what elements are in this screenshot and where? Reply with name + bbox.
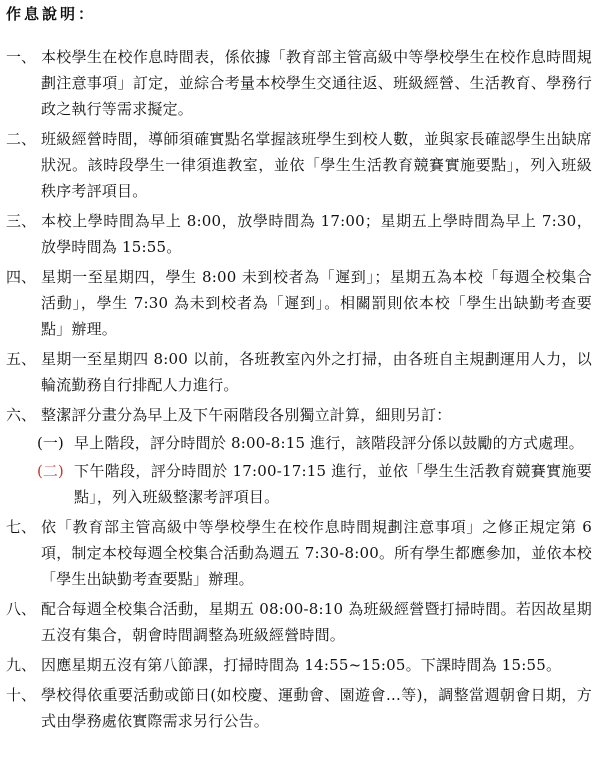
sub-list bbox=[6, 430, 592, 510]
item-text: 整潔評分畫分為早上及下午兩階段各別獨立計算，細則另訂： bbox=[41, 406, 452, 424]
list-item bbox=[6, 514, 592, 592]
list-item bbox=[6, 596, 592, 648]
list-item bbox=[6, 126, 592, 204]
list-item bbox=[6, 652, 592, 678]
item-text: 本校上學時間為早上 8:00，放學時間為 17:00；星期五上學時間為早上 7:30，放學時間為 15:55。 bbox=[41, 212, 592, 256]
sub-list-item bbox=[37, 458, 592, 510]
list-item bbox=[6, 682, 592, 734]
item-number: 十、 bbox=[6, 686, 37, 704]
item-number: 六、 bbox=[6, 406, 37, 424]
list-item bbox=[6, 346, 592, 398]
list-item bbox=[6, 402, 592, 428]
item-number: 五、 bbox=[6, 350, 37, 368]
item-number: 一、 bbox=[6, 48, 37, 66]
item-text: 星期一至星期四，學生 8:00 未到校者為「遲到」；星期五為本校「每週全校集合活動」，學生 7:30 為未到校者為「遲到」。相關罰則依本校「學生出缺勤考查要點」辦理。 bbox=[41, 268, 592, 338]
item-text: 本校學生在校作息時間表，係依據「教育部主管高級中等學校學生在校作息時間規劃注意事項」訂定，並綜合考量本校學生交通往返、班級經營、生活教育、學務行政之執行等需求擬定。 bbox=[41, 48, 592, 118]
list-item bbox=[6, 208, 592, 260]
sub-item-number: (一) bbox=[37, 434, 64, 452]
item-number: 四、 bbox=[6, 268, 37, 286]
sub-item-text: 早上階段，評分時間於 8:00-8:15 進行，該階段評分係以鼓勵的方式處理。 bbox=[74, 434, 584, 452]
sub-item-text: 下午階段，評分時間於 17:00-17:15 進行，並依「學生生活教育競賽實施要點」，列入班級整潔考評項目。 bbox=[74, 462, 592, 506]
item-number: 七、 bbox=[6, 518, 37, 536]
item-number: 九、 bbox=[6, 656, 37, 674]
item-text: 星期一至星期四 8:00 以前，各班教室內外之打掃，由各班自主規劃運用人力，以輪流勤務自行排配人力進行。 bbox=[41, 350, 592, 394]
notes-list bbox=[6, 44, 592, 734]
sub-list-item bbox=[37, 430, 592, 456]
item-text: 學校得依重要活動或節日(如校慶、運動會、園遊會…等)，調整當週朝會日期，方式由學務處依實際需求另行公告。 bbox=[41, 686, 592, 730]
document-title: 作息說明： bbox=[6, 5, 97, 23]
item-text: 依「教育部主管高級中等學校學生在校作息時間規劃注意事項」之修正規定第 6 項，制定本校每週全校集合活動為週五 7:30-8:00。所有學生都應參加，並依本校「學生出缺勤考查要點」辦理。 bbox=[41, 518, 592, 588]
list-item bbox=[6, 264, 592, 342]
item-number: 八、 bbox=[6, 600, 37, 618]
item-number: 三、 bbox=[6, 212, 37, 230]
item-text: 因應星期五沒有第八節課，打掃時間為 14:55~15:05。下課時間為 15:55。 bbox=[41, 656, 562, 674]
sub-item-number: (二) bbox=[37, 462, 64, 480]
item-text: 配合每週全校集合活動，星期五 08:00-8:10 為班級經營暨打掃時間。若因故星期五沒有集合，朝會時間調整為班級經營時間。 bbox=[41, 600, 592, 644]
item-number: 二、 bbox=[6, 130, 37, 148]
item-text: 班級經營時間，導師須確實點名掌握該班學生到校人數，並與家長確認學生出缺席狀況。該時段學生一律須進教室，並依「學生生活教育競賽實施要點」，列入班級秩序考評項目。 bbox=[41, 130, 592, 200]
list-item bbox=[6, 44, 592, 122]
